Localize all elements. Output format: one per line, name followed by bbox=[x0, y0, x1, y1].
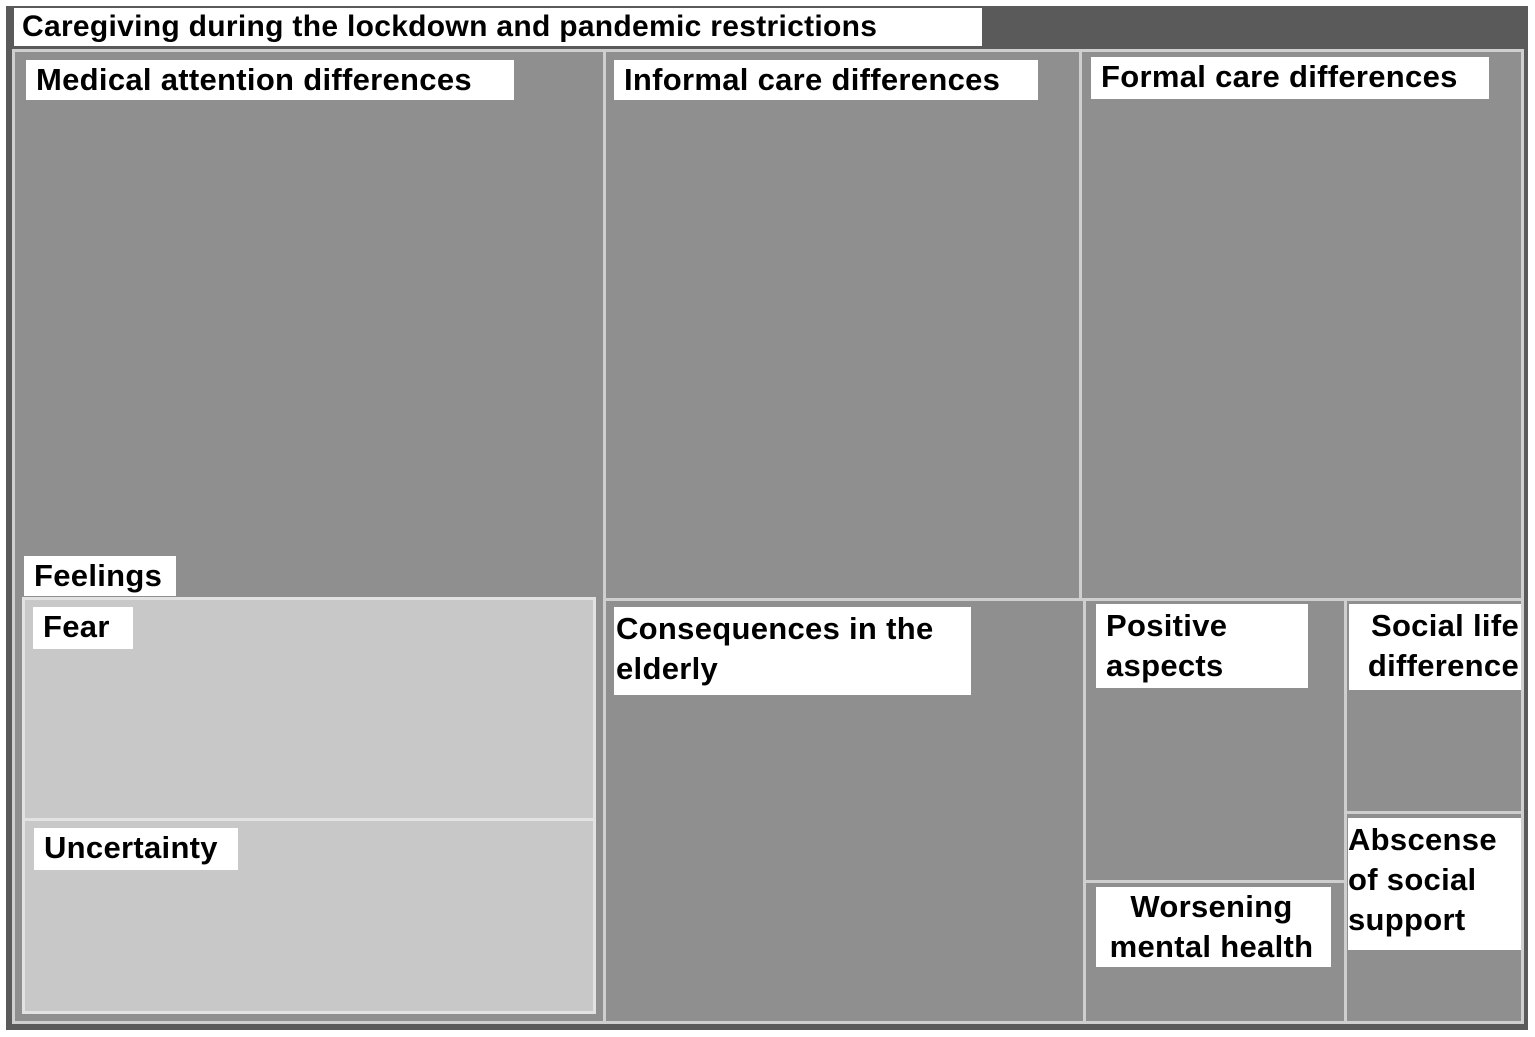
label-social-life-difference: Social life difference bbox=[1349, 604, 1521, 690]
label-fear: Fear bbox=[33, 607, 133, 649]
label-uncertainty: Uncertainty bbox=[34, 828, 238, 870]
tile-informal-care bbox=[603, 49, 1082, 601]
tile-medical-attention bbox=[12, 49, 606, 554]
label-absence-social-support: Abscense of social support bbox=[1348, 818, 1521, 950]
label-worsening-mental-health: Worsening mental health bbox=[1096, 887, 1331, 967]
label-feelings: Feelings bbox=[24, 556, 176, 596]
label-consequences-elderly: Consequences in the elderly bbox=[614, 607, 971, 695]
label-informal-care: Informal care differences bbox=[614, 60, 1038, 100]
label-medical-attention: Medical attention differences bbox=[26, 60, 514, 100]
root-title: Caregiving during the lockdown and pandemic restrictions bbox=[14, 8, 982, 46]
tile-formal-care bbox=[1079, 49, 1524, 601]
label-formal-care: Formal care differences bbox=[1091, 57, 1489, 99]
label-positive-aspects: Positive aspects bbox=[1096, 604, 1308, 688]
